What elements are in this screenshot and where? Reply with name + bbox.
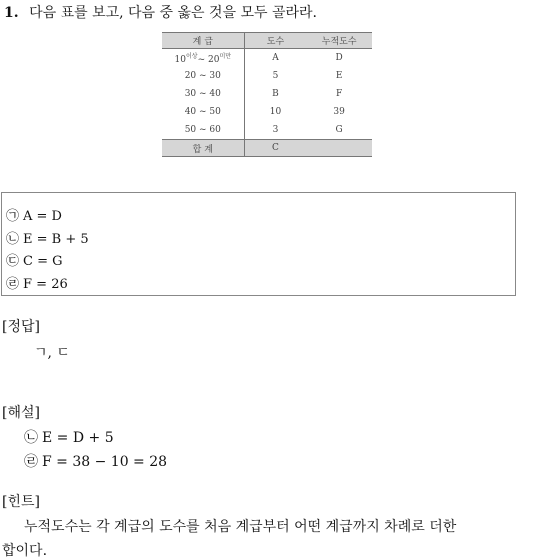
table-row [162,103,372,121]
header-frequency: 도수 [244,33,306,49]
choice-text: E = B + 5 [23,232,89,247]
explanation-mark: ㉣ [24,454,38,470]
frequency-cell: 10 [269,107,282,117]
table-header-row [162,33,372,49]
table-row [162,67,372,85]
hint-text-line1: 누적도수는 각 계급의 도수를 처음 계급부터 어떤 계급까지 차례로 더한 [24,519,457,535]
table-row [162,121,372,140]
total-label: 합 계 [162,140,244,157]
hint-label: [힌트] [2,494,40,510]
frequency-cell: A [272,53,279,63]
question [4,2,317,22]
explanation-line [24,427,114,447]
answer-label: [정답] [2,319,40,335]
frequency-table [162,32,372,157]
class-cell: 30 ~ 40 [162,85,244,103]
explanation-text: F = 38 − 10 = 28 [42,454,168,470]
explanation-text: E = D + 5 [42,430,114,446]
choice-mark: ㉣ [6,277,20,292]
frequency-cell: 5 [272,71,279,81]
table-row [162,49,372,68]
frequency-cell: 3 [272,125,279,135]
cumulative-cell: F [336,89,343,99]
total-frequency: C [244,140,306,157]
choice-mark: ㉠ [6,209,20,224]
choice-text: A = D [23,209,62,224]
frequency-cell: B [272,89,279,99]
cumulative-cell: D [335,53,343,63]
cumulative-cell: G [335,125,343,135]
explanation-mark: ㉡ [24,430,38,446]
class-cell: $10^{이상}\sim$ $20^{미만}$ [162,49,244,68]
choice-item [6,205,62,224]
choice-item [6,228,89,247]
choice-mark: ㉢ [6,254,20,269]
hint-text-line2: 합이다. [2,543,48,559]
total-cumulative [306,140,372,157]
choices-box [1,192,516,296]
explanation-line [24,451,167,471]
table-row [162,85,372,103]
choice-item [6,273,68,292]
class-cell: 50 ~ 60 [162,121,244,140]
answer-text: ㄱ, ㄷ [34,345,70,361]
cumulative-cell: E [335,71,343,81]
choice-text: F = 26 [23,277,68,292]
header-class: 계 급 [162,33,244,49]
explanation-label: [해설] [2,405,40,421]
class-cell: 20 ~ 30 [162,67,244,85]
cumulative-cell: 39 [333,107,345,117]
class-cell: 40 ~ 50 [162,103,244,121]
question-text: 다음 표를 보고, 다음 중 옳은 것을 모두 골라라. [29,5,318,21]
table-total-row [162,140,372,157]
choice-item [6,250,63,269]
question-number: 1. [4,5,19,21]
header-cumulative: 누적도수 [306,33,372,49]
choice-mark: ㉡ [6,232,20,247]
choice-text: C = G [23,254,63,269]
